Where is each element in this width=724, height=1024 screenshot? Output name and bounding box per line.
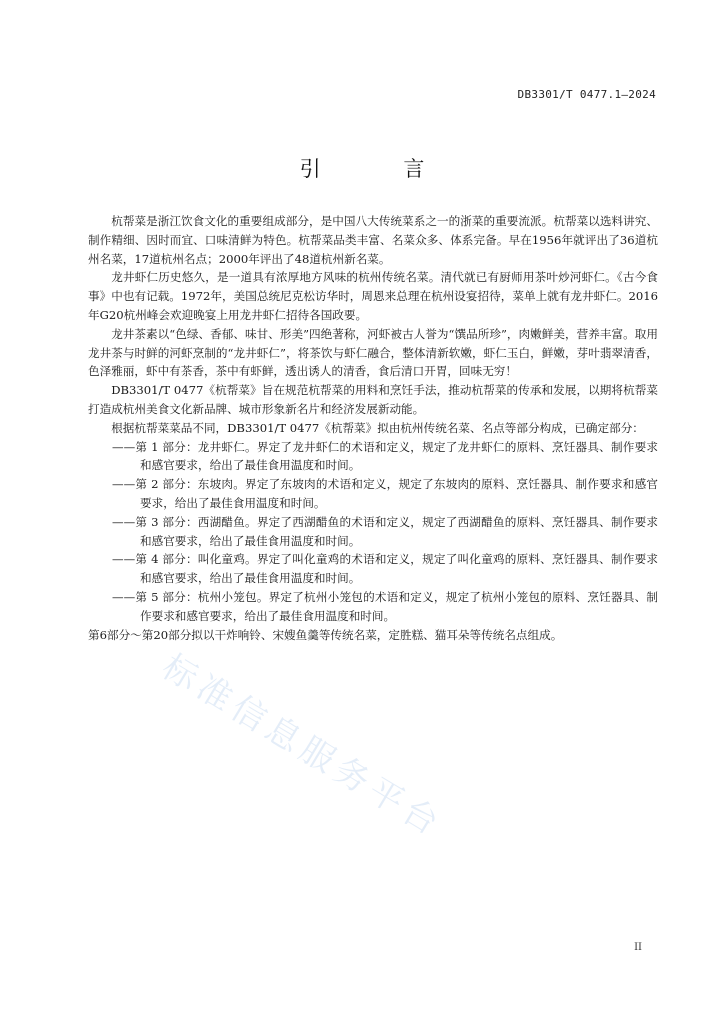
paragraph: 龙井虾仁历史悠久，是一道具有浓厚地方风味的杭州传统名菜。清代就已有厨师用茶叶炒河虾仁。《古今食事》中也有记载。1972年，美国总统尼克松访华时，周恩来总理在杭州设宴招待，菜单上就有龙井虾仁。2016年G20杭州峰会欢迎晚宴上用龙井虾仁招待各国政要。 <box>88 270 658 322</box>
list-item-part-1: ——第 1 部分：龙井虾仁。界定了龙井虾仁的术语和定义，规定了龙井虾仁的原料、烹饪器具、制作要求和感官要求，给出了最佳食用温度和时间。 <box>112 439 658 473</box>
list-item-part-5: ——第 5 部分：杭州小笼包。界定了杭州小笼包的术语和定义，规定了杭州小笼包的原料、烹饪器具、制作要求和感官要求，给出了最佳食用温度和时间。 <box>112 589 658 623</box>
paragraph: DB3301/T 0477《杭帮菜》旨在规范杭帮菜的用料和烹饪手法，推动杭帮菜的传承和发展，以期将杭帮菜打造成杭州美食文化新品牌、城市形象新名片和经济发展新动能。 <box>88 383 658 416</box>
closing-paragraph: 第6部分～第20部分拟以干炸响铃、宋嫂鱼羹等传统名菜，定胜糕、猫耳朵等传统名点组成。 <box>88 627 563 642</box>
watermark: 标准信息服务平台 <box>155 646 451 846</box>
paragraph: 龙井茶素以“色绿、香郁、味甘、形美”四绝著称，河虾被古人誉为“馔品所珍”，肉嫩鲜美，营养丰富。取用龙井茶与时鲜的河虾烹制的“龙井虾仁”，将茶饮与虾仁融合，整体清新软嫩，虾仁玉白，鲜嫩，芽叶翡翠清香，色泽雅丽，虾中有茶香，茶中有虾鲜，透出诱人的清香，食后清口开胃，回味无穷！ <box>88 326 658 379</box>
document-body <box>88 212 658 644</box>
list-item-part-4: ——第 4 部分：叫化童鸡。界定了叫化童鸡的术语和定义，规定了叫化童鸡的原料、烹饪器具、制作要求和感官要求，给出了最佳食用温度和时间。 <box>112 552 658 586</box>
paragraph: 根据杭帮菜菜品不同，DB3301/T 0477《杭帮菜》拟由杭州传统名菜、名点等部分构成，已确定部分： <box>111 420 644 435</box>
list-item-part-3: ——第 3 部分：西湖醋鱼。界定了西湖醋鱼的术语和定义，规定了西湖醋鱼的原料、烹饪器具、制作要求和感官要求，给出了最佳食用温度和时间。 <box>112 514 658 548</box>
page-title: 引 言 <box>299 157 463 181</box>
list-item-part-2: ——第 2 部分：东坡肉。界定了东坡肉的术语和定义，规定了东坡肉的原料、烹饪器具、制作要求和感官要求，给出了最佳食用温度和时间。 <box>112 477 658 510</box>
document-code: DB3301/T 0477.1—2024 <box>517 88 656 101</box>
paragraph: 杭帮菜是浙江饮食文化的重要组成部分，是中国八大传统菜系之一的浙菜的重要流派。杭帮菜以选料讲究、制作精细、因时而宜、口味清鲜为特色。杭帮菜品类丰富、名菜众多、体系完备。早在1956年就评出了36道杭州名菜，17道杭州名点；2000年评出了48道杭州新名菜。 <box>88 214 658 266</box>
page-number: II <box>634 942 642 953</box>
